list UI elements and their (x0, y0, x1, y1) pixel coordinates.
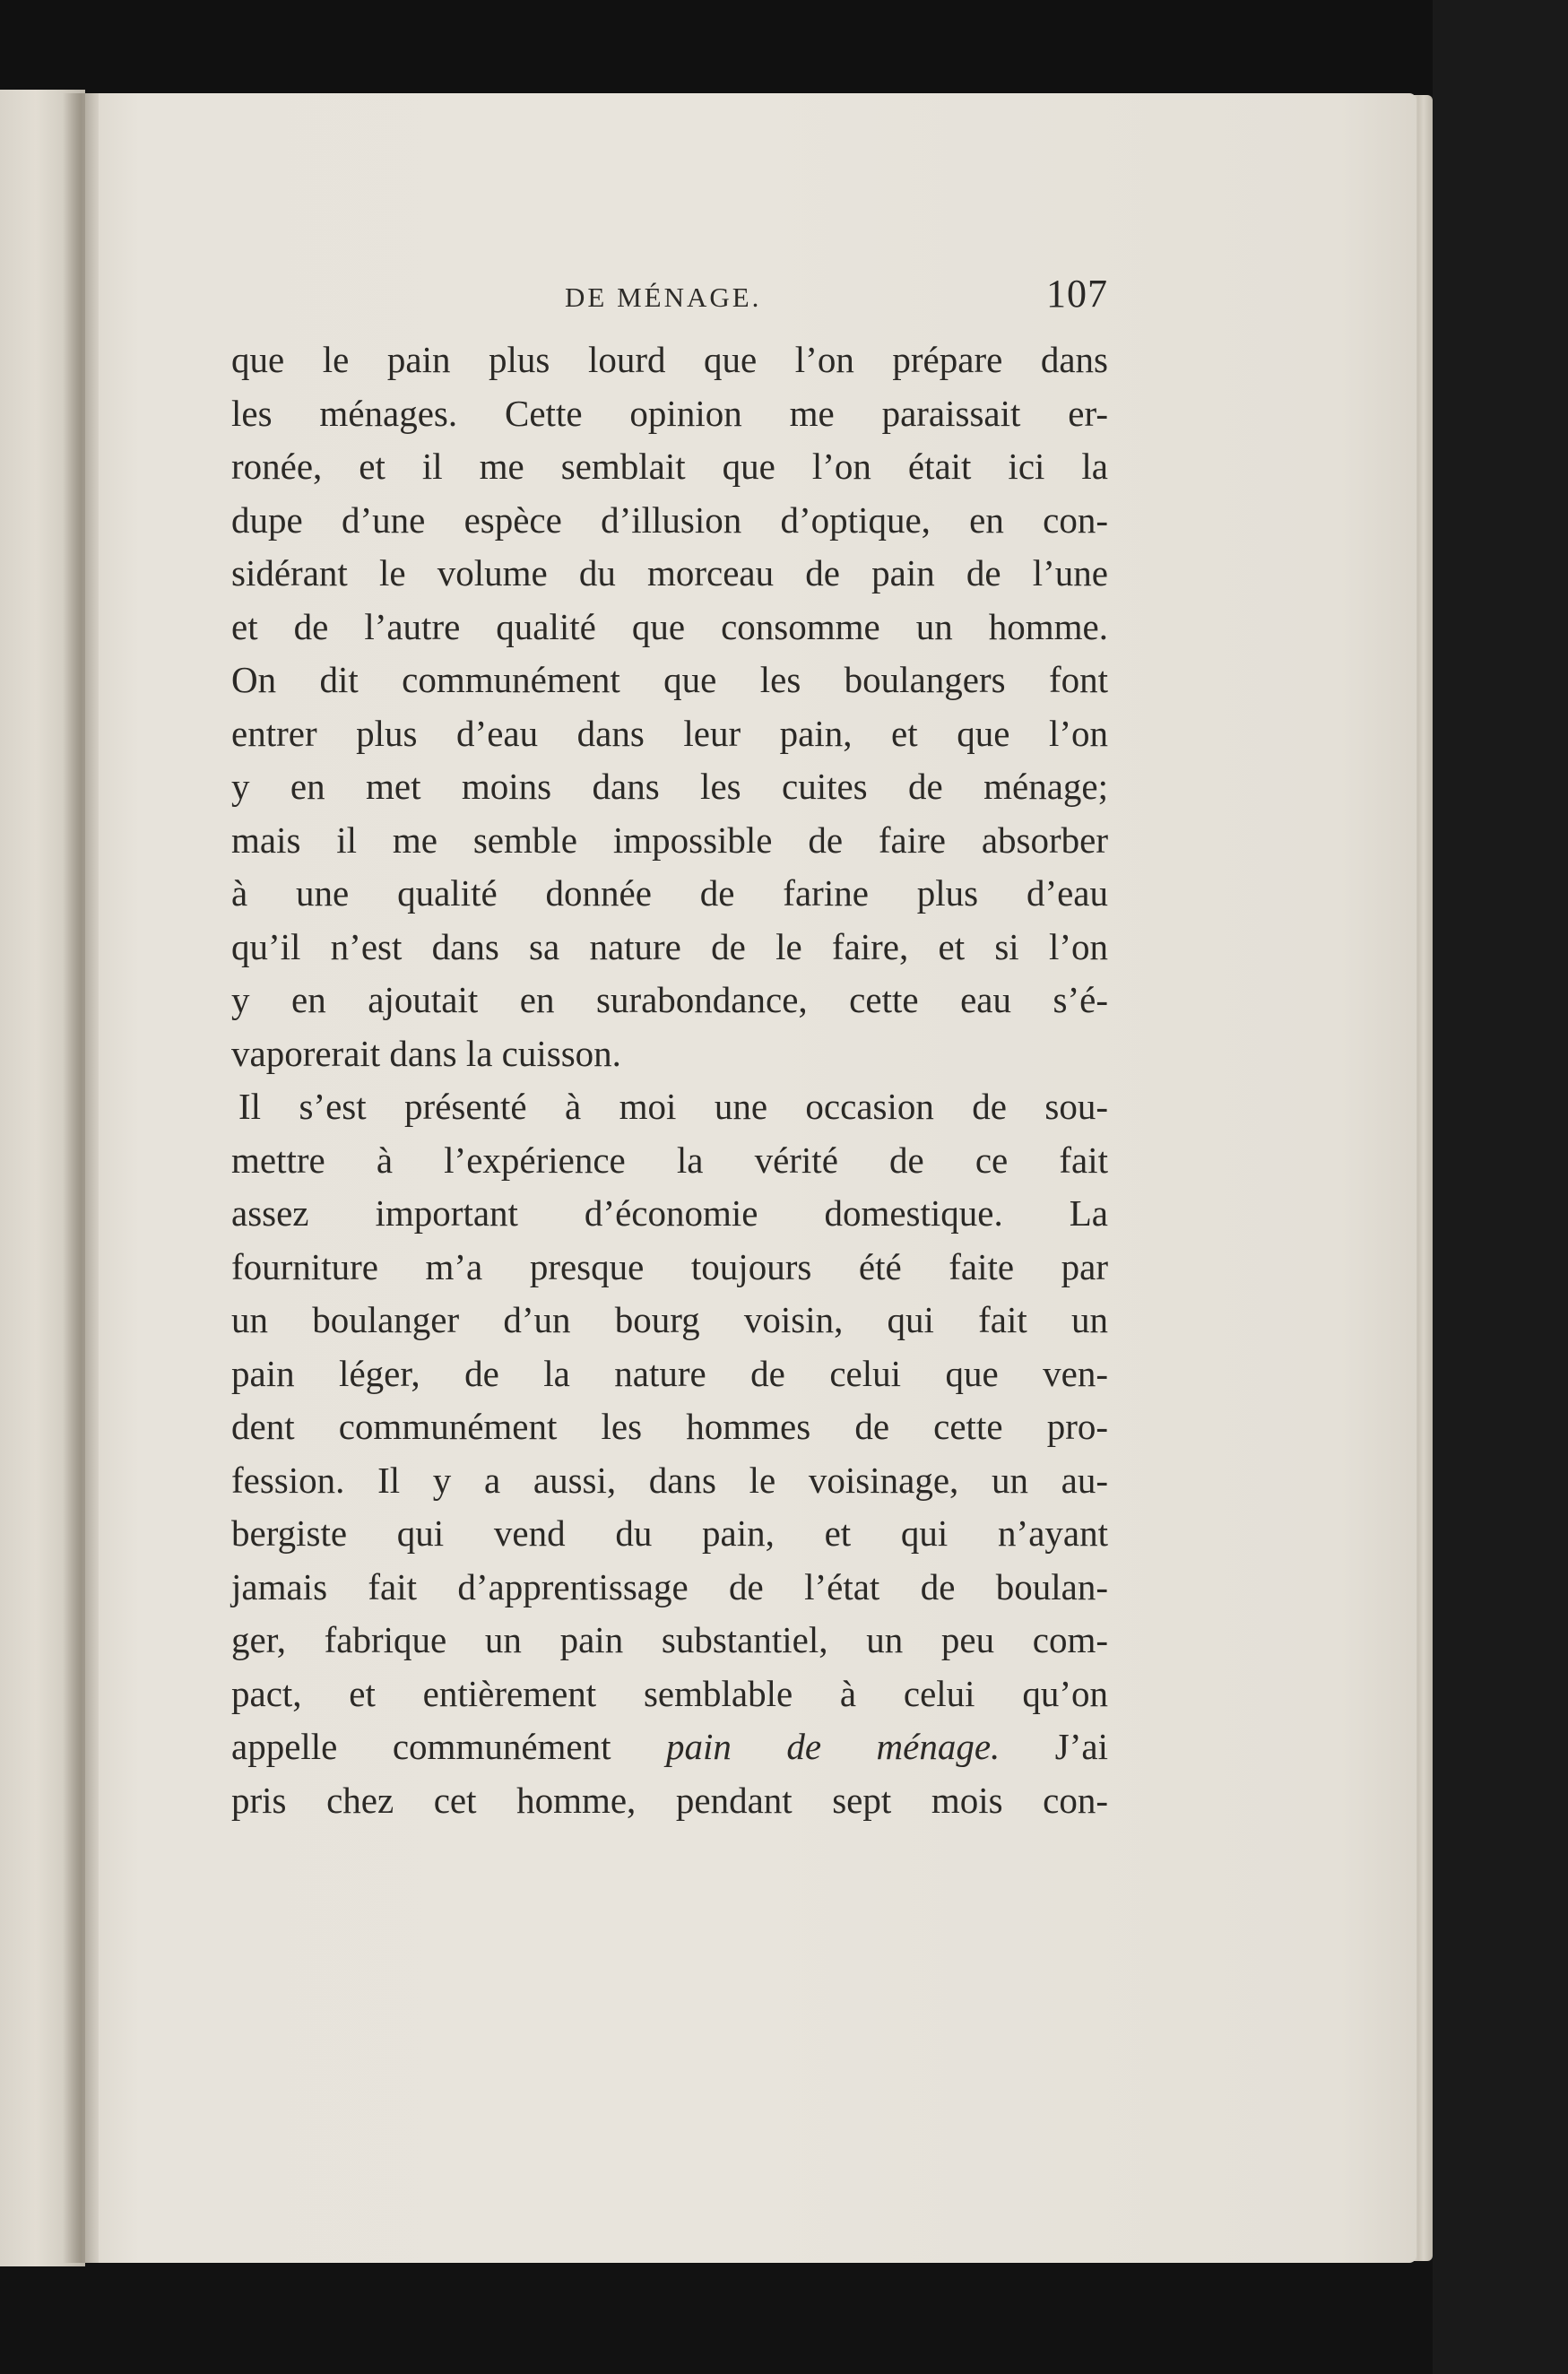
text-line: que le pain plus lourd que l’on prépare dans (231, 339, 1108, 380)
text-line: On dit communément que les boulangers font (231, 659, 1108, 700)
text-line: et de l’autre qualité que consomme un homme. (231, 605, 1108, 647)
text-line: assez important d’économie domestique. La (231, 1192, 1108, 1234)
body-text (231, 334, 1108, 1827)
background-bottom (0, 2261, 1568, 2374)
text-segment: J’ai (1000, 1726, 1108, 1767)
text-line-with-italic (231, 1720, 1108, 1774)
text-line: bergiste qui vend du pain, et qui n’ayant (231, 1512, 1108, 1554)
text-segment: appelle communément (231, 1726, 666, 1767)
text-line: un boulanger d’un bourg voisin, qui fait un (231, 1299, 1108, 1340)
background-right (1433, 0, 1568, 2374)
text-line: fession. Il y a aussi, dans le voisinage, un au- (231, 1459, 1108, 1501)
text-line: à une qualité donnée de farine plus d’eau (231, 872, 1108, 914)
text-line: pact, et entièrement semblable à celui qu’on (231, 1672, 1108, 1714)
text-line: les ménages. Cette opinion me paraissait er- (231, 392, 1108, 434)
background-top (0, 0, 1568, 100)
text-line: pain léger, de la nature de celui que ven- (231, 1352, 1108, 1394)
text-line: entrer plus d’eau dans leur pain, et que l’on (231, 712, 1108, 754)
text-line: fourniture m’a presque toujours été faite par (231, 1245, 1108, 1287)
text-line: jamais fait d’apprentissage de l’état de boulan- (231, 1565, 1108, 1607)
text-line: Il s’est présenté à moi une occasion de sou- (238, 1086, 1108, 1127)
text-line: mettre à l’expérience la vérité de ce fait (231, 1139, 1108, 1181)
running-head: DE MÉNAGE. (565, 282, 762, 313)
text-line: y en met moins dans les cuites de ménage; (231, 766, 1108, 807)
text-line: mais il me semble impossible de faire absorber (231, 819, 1108, 861)
binding-gutter (63, 93, 99, 2263)
page-header (231, 272, 1108, 330)
page-number: 107 (1046, 272, 1108, 316)
text-line: dent communément les hommes de cette pro- (231, 1406, 1108, 1447)
italic-term: pain de ménage. (666, 1726, 1001, 1767)
text-line: y en ajoutait en surabondance, cette eau s’é- (231, 979, 1108, 1020)
text-line: sidérant le volume du morceau de pain de l’une (231, 552, 1108, 594)
text-line: dupe d’une espèce d’illusion d’optique, en con- (231, 498, 1108, 541)
text-line: vaporerait dans la cuisson. (231, 1032, 621, 1074)
text-line: ger, fabrique un pain substantiel, un peu com- (231, 1619, 1108, 1660)
text-line: ronée, et il me semblait que l’on était ici la (231, 446, 1108, 487)
text-line: pris chez cet homme, pendant sept mois con- (231, 1779, 1108, 1821)
text-line: qu’il n’est dans sa nature de le faire, et si l’on (231, 925, 1108, 967)
